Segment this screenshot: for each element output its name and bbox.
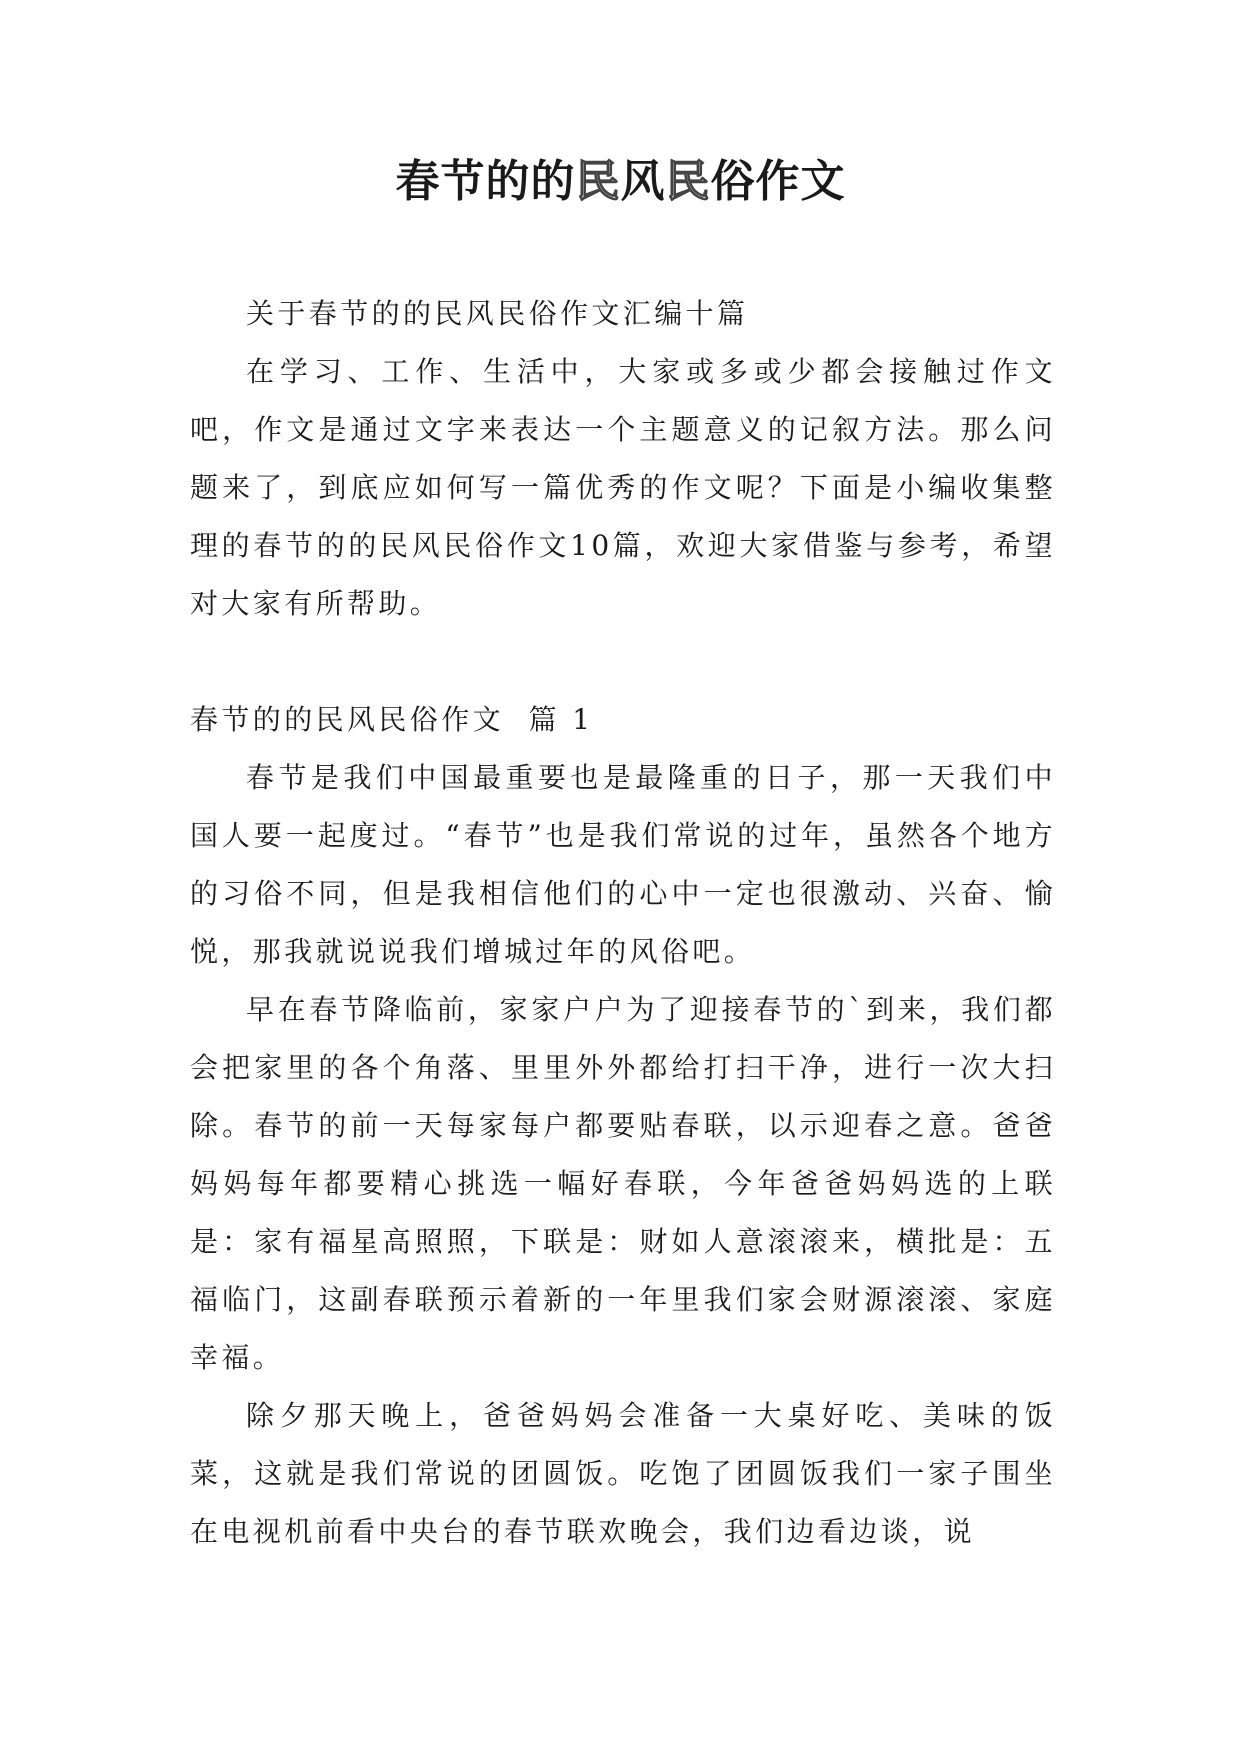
- intro-heading: 关于春节的的民风民俗作文汇编十篇: [246, 297, 749, 330]
- document-body: [190, 285, 1056, 1561]
- title-part-5: 俗作文: [710, 156, 846, 207]
- body-paragraph-1: 春节是我们中国最重要也是最隆重的日子，那一天我们中国人要一起度过。“春节”也是我们常说的过年，虽然各个地方的习俗不同，但是我相信他们的心中一定也很激动、兴奋、愉悦，那我就说说我们增城过年的风俗吧。: [190, 761, 1056, 968]
- title-part-3: 风: [620, 156, 666, 207]
- blank-line: [190, 633, 1056, 691]
- document-title: [0, 152, 1241, 212]
- section-heading: 春节的的民风民俗作文 篇 1: [190, 703, 594, 736]
- body-paragraph-2: 早在春节降临前，家家户户为了迎接春节的`到来，我们都会把家里的各个角落、里里外外都给打扫干净，进行一次大扫除。春节的前一天每家每户都要贴春联，以示迎春之意。爸爸妈妈每年都要精心挑选一幅好春联，今年爸爸妈妈选的上联是：家有福星高照照，下联是：财如人意滚滚来，横批是：五福临门，这副春联预示着新的一年里我们家会财源滚滚、家庭幸福。: [190, 993, 1056, 1374]
- title-part-2: 民: [575, 156, 621, 207]
- intro-paragraph: 在学习、工作、生活中，大家或多或少都会接触过作文吧，作文是通过文字来表达一个主题意义的记叙方法。那么问题来了，到底应如何写一篇优秀的作文呢？下面是小编收集整理的春节的的民风民俗作文10篇，欢迎大家借鉴与参考，希望对大家有所帮助。: [190, 355, 1056, 620]
- body-paragraph-3: 除夕那天晚上，爸爸妈妈会准备一大桌好吃、美味的饭菜，这就是我们常说的团圆饭。吃饱了团圆饭我们一家子围坐在电视机前看中央台的春节联欢晚会，我们边看边谈，说: [190, 1399, 1056, 1548]
- title-part-4: 民: [665, 156, 711, 207]
- title-part-1: 春节的的: [395, 156, 576, 207]
